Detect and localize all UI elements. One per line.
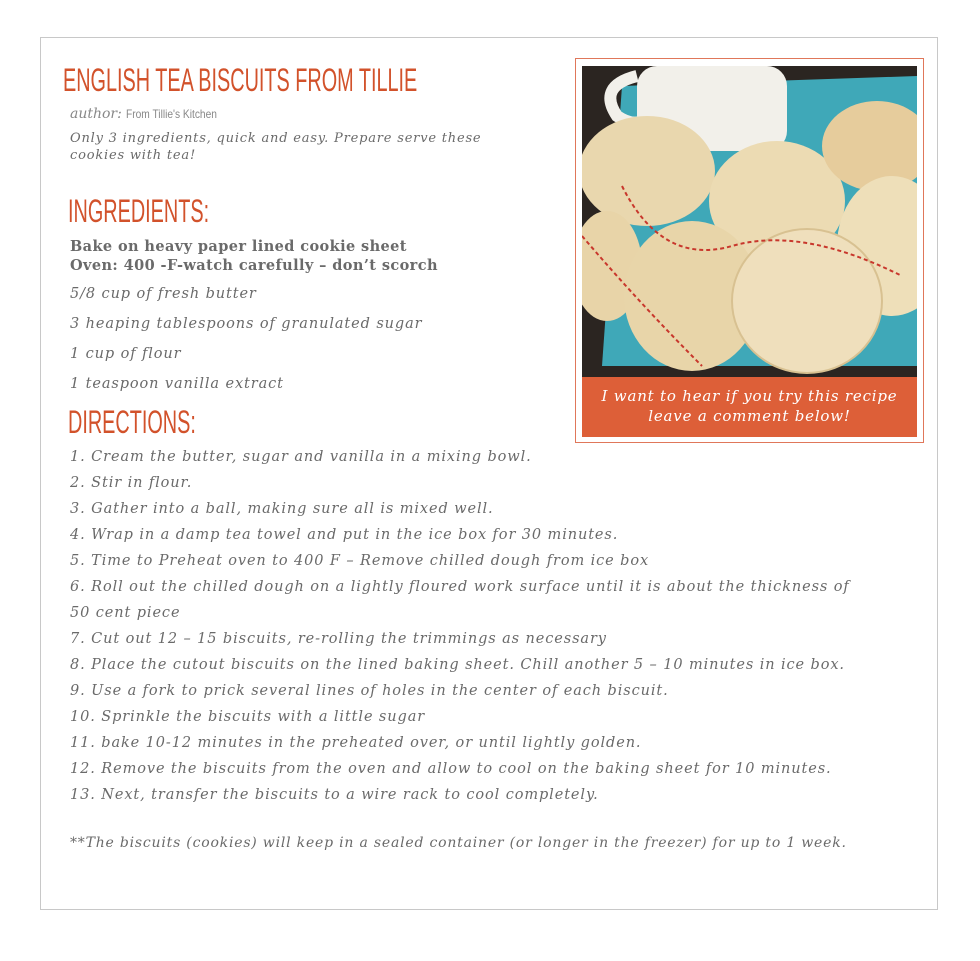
direction-step: 11. bake 10-12 minutes in the preheated over, or until lightly golden.: [70, 735, 642, 751]
direction-step: 9. Use a fork to prick several lines of holes in the center of each biscuit.: [70, 683, 669, 699]
recipe-title: ENGLISH TEA BISCUITS FROM TILLIE: [63, 62, 418, 98]
direction-step: 10. Sprinkle the biscuits with a little sugar: [70, 709, 426, 725]
directions-list: [70, 444, 860, 808]
direction-step: 4. Wrap in a damp tea towel and put in the ice box for 30 minutes.: [70, 527, 619, 543]
direction-step: 3. Gather into a ball, making sure all is mixed well.: [70, 501, 494, 517]
direction-step: 5. Time to Preheat oven to 400 F – Remove chilled dough from ice box: [70, 553, 650, 569]
direction-step: 6. Roll out the chilled dough on a lightly floured work surface until it is about the thickness of 50 cent piece: [70, 579, 850, 621]
ingredient-item: 5/8 cup of fresh butter: [70, 286, 257, 302]
direction-step: 12. Remove the biscuits from the oven and allow to cool on the baking sheet for 10 minutes.: [70, 761, 832, 777]
recipe-description: Only 3 ingredients, quick and easy. Prepare serve these cookies with tea!: [70, 131, 482, 163]
storage-footnote: **The biscuits (cookies) will keep in a sealed container (or longer in the freezer) for up to 1 week.: [70, 835, 847, 851]
author-line: [70, 106, 233, 122]
author-label: author:: [70, 106, 122, 122]
direction-step: 1. Cream the butter, sugar and vanilla in a mixing bowl.: [70, 449, 532, 465]
note-line: Oven: 400 -F-watch carefully – don’t scorch: [70, 257, 438, 274]
banner-line: I want to hear if you try this recipe: [601, 387, 898, 405]
direction-step: 7. Cut out 12 – 15 biscuits, re-rolling the trimmings as necessary: [70, 631, 607, 647]
ingredient-item: 1 teaspoon vanilla extract: [70, 376, 284, 392]
direction-step: 13. Next, transfer the biscuits to a wire rack to cool completely.: [70, 787, 599, 803]
ingredient-item: 1 cup of flour: [70, 346, 182, 362]
ingredients-heading: INGREDIENTS:: [68, 193, 210, 229]
directions-heading: DIRECTIONS:: [68, 404, 196, 440]
author-name: From Tillie's Kitchen: [126, 107, 218, 121]
recipe-image-box: [575, 58, 924, 443]
comment-banner: [582, 377, 917, 437]
direction-step: 2. Stir in flour.: [70, 475, 193, 491]
baking-notes: [70, 237, 438, 275]
note-line: Bake on heavy paper lined cookie sheet: [70, 238, 407, 255]
banner-line: leave a comment below!: [648, 407, 851, 425]
biscuits-photo: [582, 66, 917, 377]
direction-step: 8. Place the cutout biscuits on the lined baking sheet. Chill another 5 – 10 minutes in ice box.: [70, 657, 845, 673]
ingredient-item: 3 heaping tablespoons of granulated sugar: [70, 316, 423, 332]
